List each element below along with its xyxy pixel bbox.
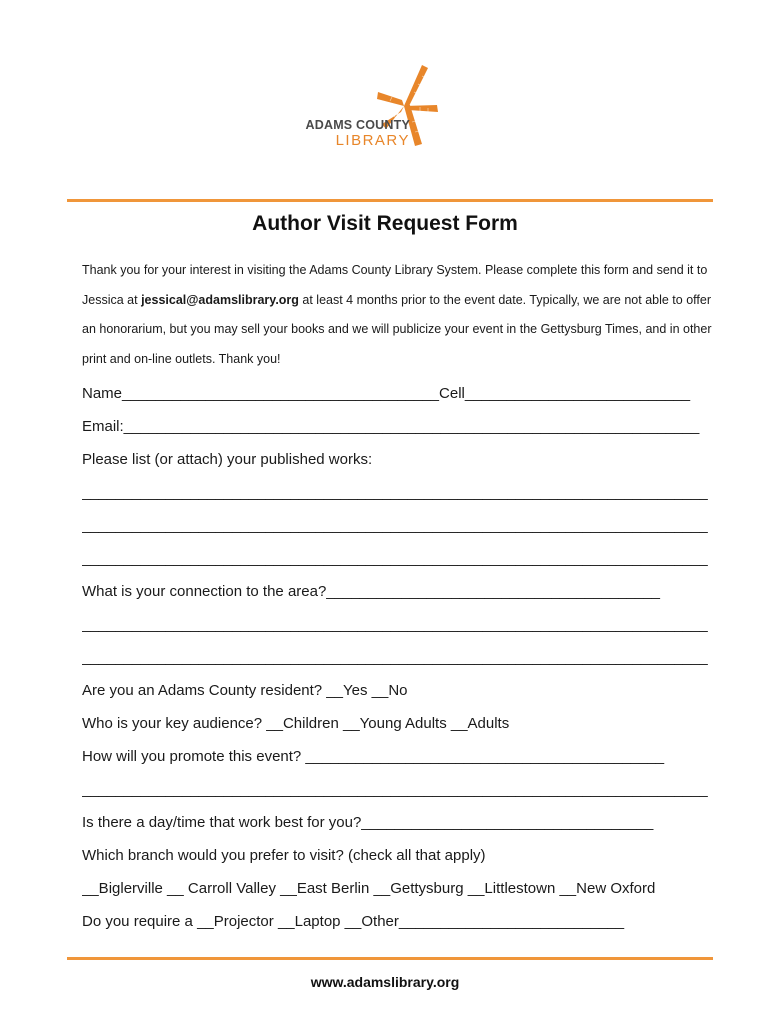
day-time-field[interactable]: Is there a day/time that work best for you?___________________________________ [82,814,654,831]
published-works-line-1[interactable]: ___________________________________________________________________________ [82,484,708,501]
equipment-question[interactable]: Do you require a __Projector __Laptop __Other___________________________ [82,913,625,930]
branch-question: Which branch would you prefer to visit? (check all that apply) [82,847,486,864]
email-field[interactable]: Email:_____________________________________________________________________ [82,418,700,435]
connection-line-1[interactable]: ___________________________________________________________________________ [82,616,708,633]
contact-email[interactable]: jessical@adamslibrary.org [141,292,299,307]
promotion-field[interactable]: How will you promote this event? ___________________________________________ [82,748,665,765]
published-works-line-2[interactable]: ___________________________________________________________________________ [82,517,708,534]
connection-field[interactable]: What is your connection to the area?________________________________________ [82,583,660,600]
intro-text-2: at least 4 months prior to the event date. Typically, we are not able to offer an honorarium, but you may sell your books and we will publicize your event in the Gettysburg Times, and in other print and on-line outlets. Thank you! [82,292,712,366]
resident-question[interactable]: Are you an Adams County resident? __Yes __No [82,682,408,699]
library-logo [300,62,440,156]
intro-text-1: Thank you for your interest in visiting the Adams County Library System. Please complete this form and send it to Jessica at [82,263,708,307]
connection-line-2[interactable]: ___________________________________________________________________________ [82,649,708,666]
header-divider [67,199,713,202]
website-link[interactable]: www.adamslibrary.org [310,974,460,990]
footer-divider [67,957,713,960]
page-title: Author Visit Request Form [252,212,518,235]
published-works-line-3[interactable]: ___________________________________________________________________________ [82,550,708,567]
logo-text-county: ADAMS COUNTY [305,118,410,132]
published-works-label: Please list (or attach) your published works: [82,451,373,468]
intro-paragraph [82,256,722,374]
audience-question[interactable]: Who is your key audience? __Children __Young Adults __Adults [82,715,510,732]
name-cell-field[interactable]: Name______________________________________Cell___________________________ [82,385,691,402]
branch-options[interactable]: __Biglerville __ Carroll Valley __East Berlin __Gettysburg __Littlestown __New Oxford [82,880,656,897]
promotion-line-1[interactable]: ___________________________________________________________________________ [82,781,708,798]
logo-text-library: LIBRARY [335,132,410,149]
